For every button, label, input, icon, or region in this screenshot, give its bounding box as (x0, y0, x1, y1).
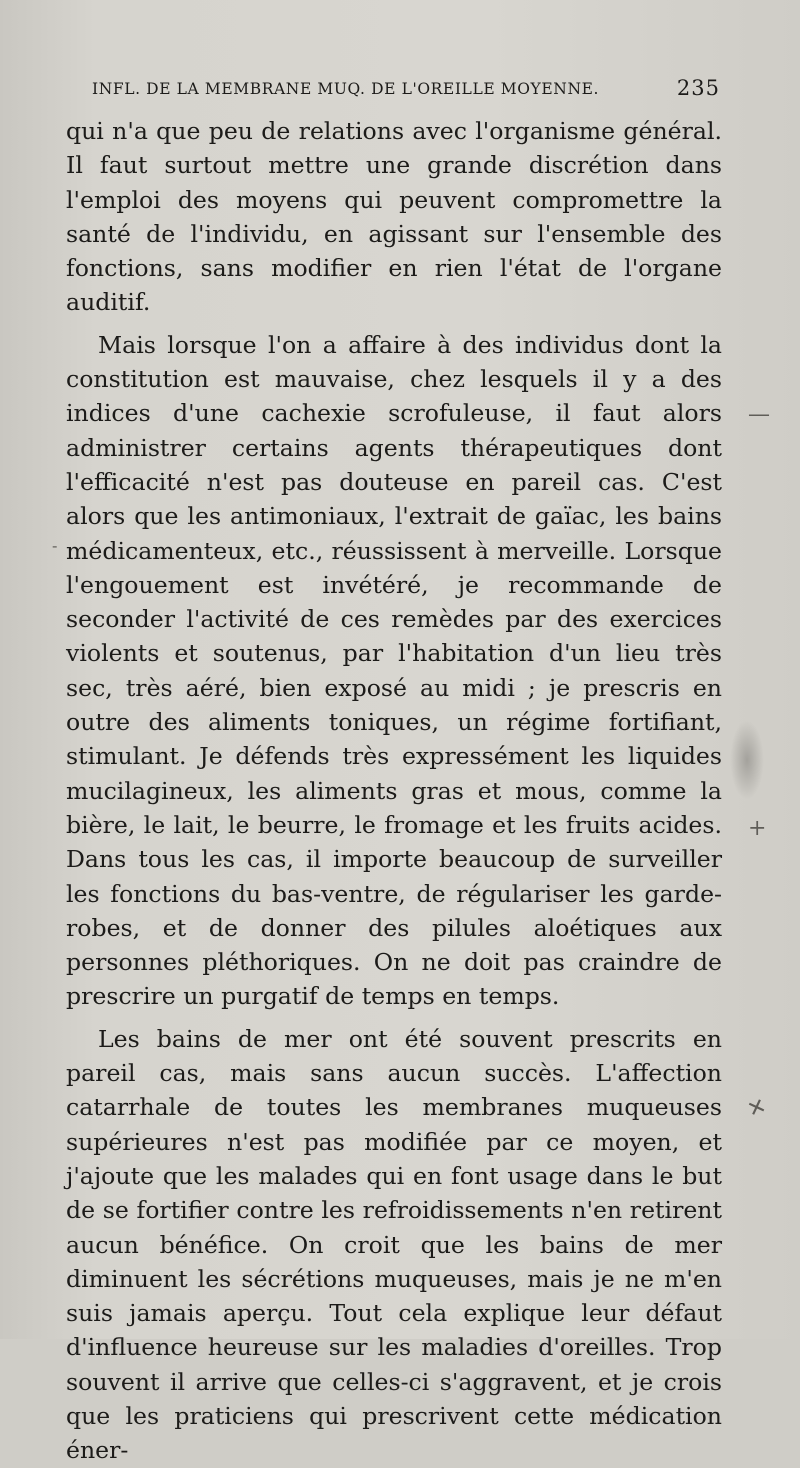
pencil-cross-mark: ✕ (744, 1093, 770, 1124)
running-head (92, 76, 720, 106)
pencil-dash-mark: — (748, 402, 770, 427)
paragraph-continued: qui n'a que peu de relations avec l'organisme général. Il faut surtout mettre une grande discrétion dans l'emploi des moyens qui peuvent compromettre la santé de l'individu, en agissant sur l'ensemble des fonctions, sans modifier en rien l'état de l'organe auditif. (66, 117, 722, 317)
page-number: 235 (676, 76, 720, 100)
running-title: INFL. DE LA MEMBRANE MUQ. DE L'OREILLE MOYENNE. (92, 80, 600, 98)
body-text (66, 114, 722, 1468)
margin-dot-mark: - (52, 536, 58, 555)
paragraph: Mais lorsque l'on a affaire à des individus dont la constitution est mauvaise, chez lesquels il y a des indices d'une cachexie scrofuleuse, il faut alors administrer certains agents thérapeutiques dont l'efficacité n'est pas douteuse en pareil cas. C'est alors que les antimoniaux, l'extrait de gaïac, les bains médicamenteux, etc., réussissent à merveille. Lorsque l'engouement est invétéré, je recommande de seconder l'activité de ces remèdes par des exercices violents et soutenus, par l'habitation d'un lieu très sec, très aéré, bien exposé au midi ; je prescris en outre des aliments toniques, un régime fortifiant, stimulant. Je défends très expressément les liquides mucilagineux, les aliments gras et mous, comme la bière, le lait, le beurre, le fromage et les fruits acides. Dans tous les cas, il importe beaucoup de surveiller les fonctions du bas-ventre, de régulariser les garde-robes, et de donner des pilules aloétiques aux personnes pléthoriques. On ne doit pas craindre de prescrire un purgatif de temps en temps. (66, 330, 722, 1011)
paragraph: Les bains de mer ont été souvent prescrits en pareil cas, mais sans aucun succès. L'affection catarrhale de toutes les membranes muqueuses supérieures n'est pas modifiée par ce moyen, et j'ajoute que les malades qui en font usage dans le but de se fortifier contre les refroidissements n'en retirent aucun bénéfice. On croit que les bains de mer diminuent les sécrétions muqueuses, mais je ne m'en suis jamais aperçu. Tout cela explique leur défaut d'influence heureuse sur les maladies d'oreilles. Trop souvent il arrive que celles-ci s'aggravent, et je crois que les praticiens qui prescrivent cette médication éner- (66, 1024, 722, 1465)
pencil-plus-mark: + (748, 816, 767, 841)
ink-smudge (730, 720, 764, 800)
